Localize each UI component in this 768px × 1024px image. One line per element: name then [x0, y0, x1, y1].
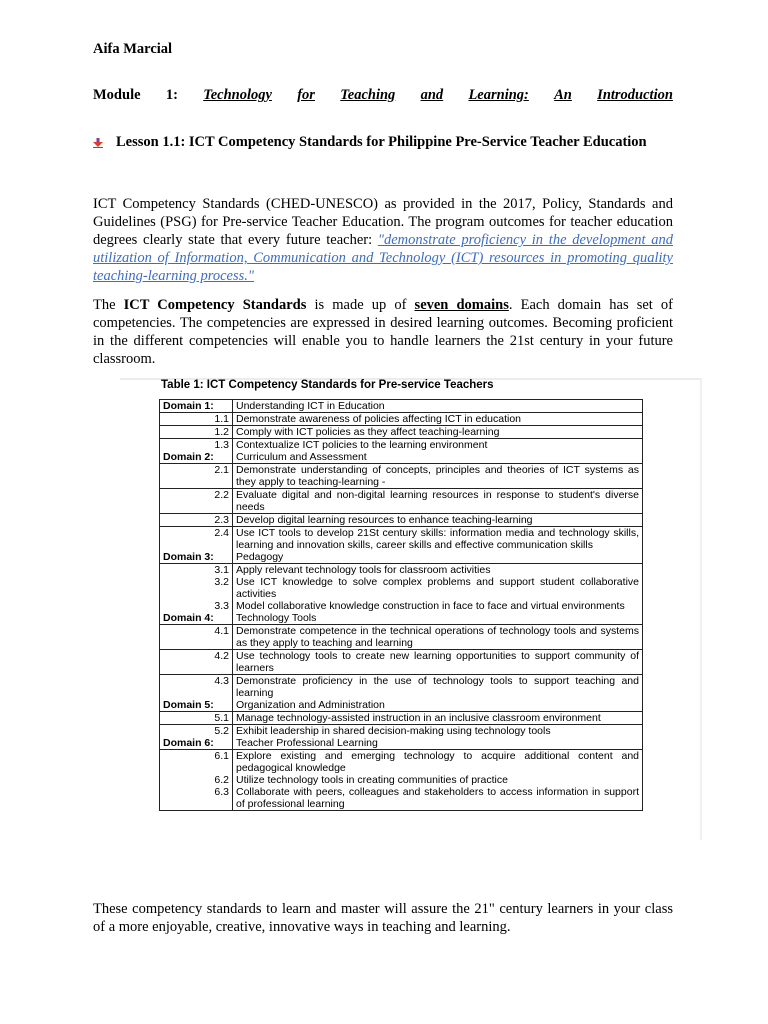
- competency-row: [160, 725, 643, 738]
- domain-label: Domain 5:: [160, 699, 233, 712]
- competency-row: [160, 514, 643, 527]
- competency-number: 2.3: [160, 514, 233, 527]
- domain-label: Domain 1:: [160, 400, 233, 413]
- competency-number: 2.4: [160, 527, 233, 552]
- competency-number: 4.1: [160, 625, 233, 650]
- domain-label: Domain 2:: [160, 451, 233, 464]
- table-caption: Table 1: ICT Competency Standards for Pre-service Teachers: [161, 379, 494, 391]
- competency-text: Demonstrate proficiency in the use of technology tools to support teaching and learning: [233, 675, 643, 700]
- competency-number: 6.1: [160, 750, 233, 775]
- competency-number: 1.2: [160, 426, 233, 439]
- module-title-word: and: [420, 87, 444, 103]
- module-label: Module: [93, 87, 141, 103]
- competency-number: 2.1: [160, 464, 233, 489]
- domain-title: Curriculum and Assessment: [233, 451, 643, 464]
- competency-number: 6.2: [160, 774, 233, 786]
- closing-text: These competency standards to learn and master will assure the 21" century learners in your class of a more enjoyable, creative, innovative ways in teaching and learning.: [93, 901, 673, 935]
- competency-text: Demonstrate awareness of policies affecting ICT in education: [233, 413, 643, 426]
- competency-table: [159, 399, 643, 811]
- module-title-word: An: [554, 87, 572, 103]
- domains-text-1: The: [93, 297, 124, 313]
- competency-row: [160, 527, 643, 552]
- domain-label: Domain 6:: [160, 737, 233, 750]
- competency-row: [160, 750, 643, 775]
- competency-row: [160, 625, 643, 650]
- domain-row: [160, 400, 643, 413]
- author-name: Aifa Marcial: [93, 41, 173, 57]
- domain-title: Pedagogy: [233, 551, 643, 564]
- competency-row: [160, 675, 643, 700]
- ict-standards-term: ICT Competency Standards: [123, 297, 307, 313]
- competency-text: Demonstrate understanding of concepts, principles and theories of ICT systems as they apply to teaching-learning -: [233, 464, 643, 489]
- competency-row: [160, 439, 643, 452]
- module-heading: [93, 87, 673, 104]
- competency-text: Evaluate digital and non-digital learning resources in response to student's diverse needs: [233, 489, 643, 514]
- competency-row: [160, 576, 643, 600]
- seven-domains-term: seven domains: [414, 297, 509, 313]
- domains-text-2: is made up of: [306, 297, 415, 313]
- domain-row: [160, 612, 643, 625]
- competency-text: Apply relevant technology tools for classroom activities: [233, 564, 643, 577]
- competency-text: Exhibit leadership in shared decision-making using technology tools: [233, 725, 643, 738]
- competency-number: 3.3: [160, 600, 233, 612]
- competency-row: [160, 774, 643, 786]
- competency-number: 5.1: [160, 712, 233, 725]
- competency-text: Explore existing and emerging technology to acquire additional content and pedagogical knowledge: [233, 750, 643, 775]
- competency-text: Model collaborative knowledge construction in face to face and virtual environments: [233, 600, 643, 612]
- intro-text: ICT Competency Standards (CHED-UNESCO) as provided in the 2017, Policy, Standards and Guidelines (PSG) for Pre-service Teacher Education. The program outcomes for teacher education degrees clearly state that every future teacher:: [93, 196, 673, 248]
- figure-right-edge: [700, 378, 702, 840]
- competency-number: 2.2: [160, 489, 233, 514]
- domain-title: Teacher Professional Learning: [233, 737, 643, 750]
- domain-row: [160, 699, 643, 712]
- competency-number: 4.2: [160, 650, 233, 675]
- domain-row: [160, 451, 643, 464]
- domain-row: [160, 551, 643, 564]
- competency-row: [160, 712, 643, 725]
- competency-row: [160, 786, 643, 811]
- competency-row: [160, 564, 643, 577]
- competency-number: 6.3: [160, 786, 233, 811]
- domain-title: Organization and Administration: [233, 699, 643, 712]
- domains-paragraph: [93, 296, 673, 368]
- competency-row: [160, 489, 643, 514]
- module-title-word: for: [297, 87, 315, 103]
- competency-number: 1.1: [160, 413, 233, 426]
- competency-number: 4.3: [160, 675, 233, 700]
- domain-row: [160, 737, 643, 750]
- competency-text: Comply with ICT policies as they affect teaching-learning: [233, 426, 643, 439]
- competency-number: 1.3: [160, 439, 233, 452]
- competency-row: [160, 413, 643, 426]
- competency-row: [160, 600, 643, 612]
- competency-row: [160, 464, 643, 489]
- closing-paragraph: [93, 900, 673, 936]
- module-title-word: Technology: [203, 87, 272, 103]
- competency-text: Develop digital learning resources to enhance teaching-learning: [233, 514, 643, 527]
- competency-text: Demonstrate competence in the technical operations of technology tools and systems as they apply to teaching and learning: [233, 625, 643, 650]
- intro-paragraph: [93, 195, 673, 285]
- competency-text: Manage technology-assisted instruction in an inclusive classroom environment: [233, 712, 643, 725]
- domain-label: Domain 3:: [160, 551, 233, 564]
- competency-text: Use technology tools to create new learning opportunities to support community of learners: [233, 650, 643, 675]
- quote-link[interactable]: "demonstrate proficiency in the development and utilization of Information, Communication and Technology (ICT) resources in promoting quality teaching-learning process.": [93, 232, 673, 284]
- module-number: 1:: [165, 87, 178, 103]
- module-title-word: Learning:: [468, 87, 529, 103]
- lesson-heading: [93, 133, 673, 151]
- competency-number: 5.2: [160, 725, 233, 738]
- module-title-word: Introduction: [597, 87, 673, 103]
- competency-text: Collaborate with peers, colleagues and stakeholders to access information in support of professional learning: [233, 786, 643, 811]
- competency-row: [160, 426, 643, 439]
- arrow-bullet-icon: [93, 138, 103, 148]
- competency-row: [160, 650, 643, 675]
- competency-text: Contextualize ICT policies to the learning environment: [233, 439, 643, 452]
- domain-title: Technology Tools: [233, 612, 643, 625]
- competency-number: 3.1: [160, 564, 233, 577]
- competency-table-figure: [120, 378, 702, 840]
- domain-title: Understanding ICT in Education: [233, 400, 643, 413]
- competency-number: 3.2: [160, 576, 233, 600]
- lesson-title: Lesson 1.1: ICT Competency Standards for Philippine Pre-Service Teacher Education: [116, 134, 647, 150]
- domains-text-3: . Each domain has set of competencies. The competencies are expressed in desired learning outcomes. Becoming proficient in the different competencies will enable you to handle learners the 21st century in your future classroom.: [93, 297, 673, 367]
- competency-text: Use ICT knowledge to solve complex problems and support student collaborative activities: [233, 576, 643, 600]
- domain-label: Domain 4:: [160, 612, 233, 625]
- competency-text: Use ICT tools to develop 21St century skills: information media and technology skills, learning and innovation skills, career skills and effective communication skills: [233, 527, 643, 552]
- competency-text: Utilize technology tools in creating communities of practice: [233, 774, 643, 786]
- module-title-word: Teaching: [340, 87, 396, 103]
